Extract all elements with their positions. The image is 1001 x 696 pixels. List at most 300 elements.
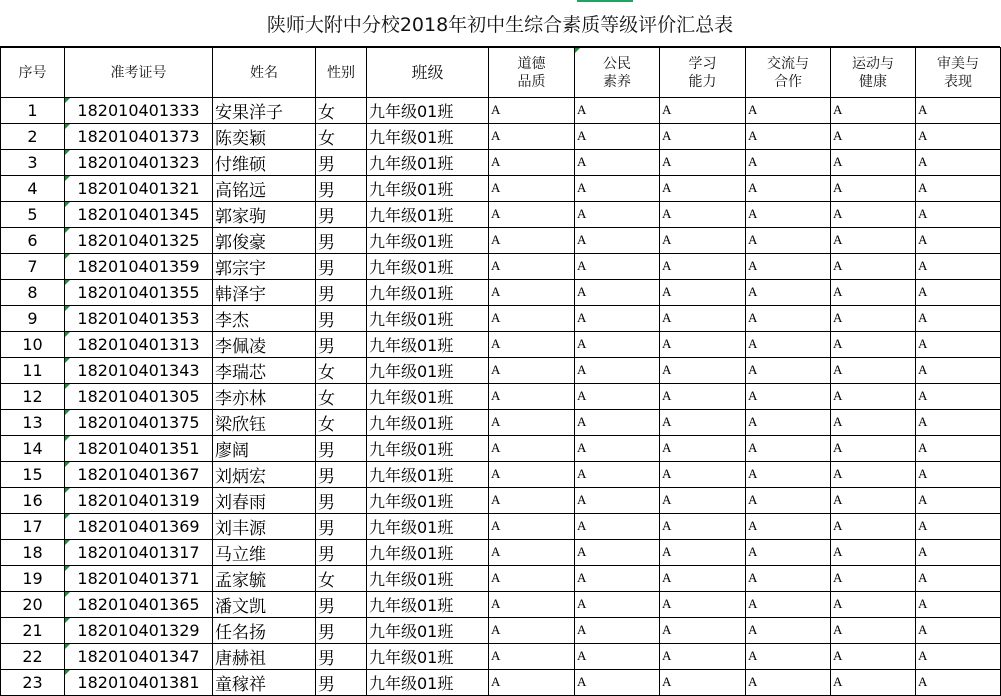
cell-grade[interactable] (831, 618, 916, 644)
header-comm-line2: 合作 (774, 73, 802, 90)
cell-class[interactable] (367, 176, 489, 202)
cell-grade[interactable] (916, 306, 1001, 332)
cell-exam-no[interactable] (65, 592, 213, 618)
cell-grade[interactable] (831, 358, 916, 384)
cell-sex[interactable] (316, 644, 367, 670)
cell-grade[interactable] (746, 384, 831, 410)
cell-sex[interactable] (316, 618, 367, 644)
cell-grade[interactable] (831, 566, 916, 592)
cell-exam-no[interactable] (65, 254, 213, 280)
cell-name[interactable] (213, 150, 316, 176)
cell-grade[interactable] (489, 436, 575, 462)
cell-name[interactable] (213, 462, 316, 488)
cell-exam-no[interactable] (65, 150, 213, 176)
cell-grade-text: A (577, 674, 587, 689)
cell-grade[interactable] (575, 488, 660, 514)
cell-name[interactable] (213, 540, 316, 566)
cell-name[interactable] (213, 410, 316, 436)
cell-exam-no[interactable] (65, 384, 213, 410)
cell-grade[interactable] (916, 514, 1001, 540)
cell-exam-no[interactable] (65, 176, 213, 202)
cell-seq[interactable] (1, 254, 65, 280)
cell-sex[interactable] (316, 98, 367, 124)
cell-seq[interactable] (1, 280, 65, 306)
cell-sex[interactable] (316, 228, 367, 254)
cell-exam-no[interactable] (65, 410, 213, 436)
cell-seq[interactable] (1, 384, 65, 410)
cell-grade[interactable] (831, 384, 916, 410)
cell-exam-no-text: 182010401347 (77, 647, 200, 666)
cell-grade[interactable] (831, 488, 916, 514)
cell-sex[interactable] (316, 488, 367, 514)
cell-grade[interactable] (746, 124, 831, 150)
cell-seq[interactable] (1, 410, 65, 436)
cell-grade[interactable] (489, 410, 575, 436)
cell-grade-text: A (662, 544, 672, 559)
cell-name[interactable] (213, 124, 316, 150)
cell-grade[interactable] (575, 514, 660, 540)
cell-grade[interactable] (916, 644, 1001, 670)
cell-exam-no[interactable] (65, 540, 213, 566)
grade-table (0, 47, 1001, 696)
cell-grade[interactable] (575, 124, 660, 150)
cell-sex[interactable] (316, 514, 367, 540)
cell-sex[interactable] (316, 540, 367, 566)
cell-grade-text: A (491, 258, 501, 273)
cell-grade-text: A (748, 362, 758, 377)
cell-grade[interactable] (916, 358, 1001, 384)
cell-grade[interactable] (831, 228, 916, 254)
cell-grade[interactable] (575, 462, 660, 488)
cell-exam-no[interactable] (65, 202, 213, 228)
cell-seq[interactable] (1, 436, 65, 462)
cell-grade[interactable] (575, 670, 660, 696)
cell-seq[interactable] (1, 592, 65, 618)
cell-grade[interactable] (575, 280, 660, 306)
cell-seq[interactable] (1, 514, 65, 540)
cell-exam-no-text: 182010401305 (77, 387, 200, 406)
cell-grade[interactable] (831, 306, 916, 332)
cell-name[interactable] (213, 332, 316, 358)
cell-seq[interactable] (1, 228, 65, 254)
cell-grade[interactable] (916, 176, 1001, 202)
cell-sex-text: 男 (318, 649, 335, 669)
cell-seq[interactable] (1, 124, 65, 150)
cell-grade[interactable] (916, 150, 1001, 176)
cell-seq[interactable] (1, 202, 65, 228)
cell-sex[interactable] (316, 436, 367, 462)
cell-exam-no[interactable] (65, 358, 213, 384)
cell-grade[interactable] (916, 540, 1001, 566)
cell-class[interactable] (367, 98, 489, 124)
cell-grade[interactable] (489, 124, 575, 150)
cell-sex[interactable] (316, 150, 367, 176)
cell-seq[interactable] (1, 358, 65, 384)
cell-grade[interactable] (660, 358, 746, 384)
cell-grade[interactable] (660, 670, 746, 696)
cell-grade-text: A (918, 492, 928, 507)
cell-class[interactable] (367, 358, 489, 384)
cell-grade[interactable] (916, 592, 1001, 618)
cell-name[interactable] (213, 384, 316, 410)
cell-grade[interactable] (660, 306, 746, 332)
cell-grade[interactable] (746, 514, 831, 540)
cell-class[interactable] (367, 618, 489, 644)
cell-grade[interactable] (746, 436, 831, 462)
cell-exam-no[interactable] (65, 670, 213, 696)
cell-exam-no[interactable] (65, 644, 213, 670)
cell-class[interactable] (367, 644, 489, 670)
cell-grade-text: A (491, 570, 501, 585)
cell-name[interactable] (213, 488, 316, 514)
cell-grade[interactable] (575, 618, 660, 644)
cell-grade[interactable] (831, 332, 916, 358)
cell-grade[interactable] (831, 150, 916, 176)
cell-sex[interactable] (316, 176, 367, 202)
cell-grade[interactable] (831, 540, 916, 566)
cell-note-marker (65, 618, 70, 623)
cell-exam-no[interactable] (65, 306, 213, 332)
cell-grade[interactable] (575, 176, 660, 202)
cell-grade[interactable] (916, 228, 1001, 254)
cell-grade[interactable] (489, 670, 575, 696)
cell-grade-text: A (833, 154, 843, 169)
cell-exam-no[interactable] (65, 436, 213, 462)
table-row (1, 644, 1001, 670)
cell-seq[interactable] (1, 670, 65, 696)
cell-grade[interactable] (660, 540, 746, 566)
cell-grade[interactable] (746, 670, 831, 696)
cell-exam-no[interactable] (65, 566, 213, 592)
cell-grade[interactable] (831, 176, 916, 202)
cell-grade[interactable] (660, 462, 746, 488)
cell-grade[interactable] (575, 332, 660, 358)
cell-grade[interactable] (489, 540, 575, 566)
cell-grade[interactable] (575, 98, 660, 124)
cell-grade-text: A (748, 596, 758, 611)
cell-name[interactable] (213, 202, 316, 228)
cell-grade[interactable] (489, 462, 575, 488)
cell-grade[interactable] (746, 306, 831, 332)
cell-seq[interactable] (1, 98, 65, 124)
cell-grade[interactable] (831, 514, 916, 540)
cell-grade[interactable] (575, 358, 660, 384)
cell-grade[interactable] (746, 540, 831, 566)
cell-note-marker (65, 436, 70, 441)
header-sport-line1: 运动与 (852, 55, 894, 72)
cell-grade[interactable] (489, 358, 575, 384)
cell-grade[interactable] (489, 592, 575, 618)
cell-name[interactable] (213, 592, 316, 618)
cell-name[interactable] (213, 514, 316, 540)
cell-sex[interactable] (316, 566, 367, 592)
cell-grade[interactable] (489, 566, 575, 592)
cell-class[interactable] (367, 202, 489, 228)
header-exam-no[interactable]: 准考证号 (65, 48, 213, 98)
cell-grade[interactable] (575, 202, 660, 228)
cell-grade[interactable] (831, 280, 916, 306)
cell-seq-text: 17 (22, 517, 43, 536)
cell-grade[interactable] (489, 176, 575, 202)
cell-grade[interactable] (575, 384, 660, 410)
cell-grade[interactable] (916, 462, 1001, 488)
cell-grade[interactable] (575, 566, 660, 592)
cell-name[interactable] (213, 306, 316, 332)
cell-class[interactable] (367, 436, 489, 462)
cell-grade[interactable] (831, 254, 916, 280)
cell-grade-text: A (748, 154, 758, 169)
cell-grade[interactable] (916, 332, 1001, 358)
cell-grade[interactable] (489, 202, 575, 228)
cell-grade-text: A (833, 336, 843, 351)
cell-grade[interactable] (489, 644, 575, 670)
cell-grade[interactable] (746, 254, 831, 280)
cell-grade[interactable] (916, 280, 1001, 306)
cell-grade[interactable] (489, 98, 575, 124)
cell-grade[interactable] (831, 670, 916, 696)
cell-grade[interactable] (746, 644, 831, 670)
cell-grade[interactable] (489, 280, 575, 306)
cell-seq[interactable] (1, 566, 65, 592)
cell-grade[interactable] (746, 566, 831, 592)
table-row (1, 514, 1001, 540)
cell-exam-no[interactable] (65, 228, 213, 254)
cell-grade[interactable] (831, 462, 916, 488)
cell-exam-no[interactable] (65, 124, 213, 150)
cell-grade[interactable] (575, 410, 660, 436)
cell-seq[interactable] (1, 150, 65, 176)
cell-seq-text: 2 (27, 127, 38, 146)
cell-grade[interactable] (575, 150, 660, 176)
cell-class[interactable] (367, 254, 489, 280)
header-class[interactable]: 班级 (367, 48, 489, 98)
cell-grade[interactable] (831, 644, 916, 670)
cell-seq[interactable] (1, 540, 65, 566)
cell-grade[interactable] (916, 124, 1001, 150)
cell-grade[interactable] (831, 410, 916, 436)
cell-seq[interactable] (1, 462, 65, 488)
cell-grade[interactable] (831, 124, 916, 150)
header-moral[interactable] (489, 48, 575, 98)
cell-exam-no[interactable] (65, 618, 213, 644)
cell-class[interactable] (367, 410, 489, 436)
cell-grade[interactable] (489, 306, 575, 332)
cell-sex[interactable] (316, 462, 367, 488)
cell-grade[interactable] (746, 462, 831, 488)
cell-grade[interactable] (746, 150, 831, 176)
cell-grade[interactable] (660, 410, 746, 436)
header-name[interactable]: 姓名 (213, 48, 316, 98)
cell-class-text: 九年级01班 (369, 362, 454, 381)
cell-exam-no[interactable] (65, 332, 213, 358)
cell-name[interactable] (213, 280, 316, 306)
cell-name[interactable] (213, 98, 316, 124)
cell-exam-no[interactable] (65, 488, 213, 514)
cell-grade[interactable] (660, 202, 746, 228)
cell-grade-text: A (918, 258, 928, 273)
cell-class[interactable] (367, 462, 489, 488)
cell-class[interactable] (367, 540, 489, 566)
cell-sex-text: 男 (318, 519, 335, 539)
cell-grade[interactable] (746, 202, 831, 228)
cell-grade[interactable] (489, 618, 575, 644)
cell-name[interactable] (213, 254, 316, 280)
cell-name[interactable] (213, 228, 316, 254)
cell-grade[interactable] (489, 514, 575, 540)
cell-name[interactable] (213, 176, 316, 202)
cell-grade[interactable] (746, 280, 831, 306)
table-row (1, 592, 1001, 618)
cell-grade-text: A (662, 336, 672, 351)
cell-grade[interactable] (660, 176, 746, 202)
cell-sex[interactable] (316, 332, 367, 358)
cell-class[interactable] (367, 592, 489, 618)
cell-seq[interactable] (1, 644, 65, 670)
cell-grade[interactable] (916, 566, 1001, 592)
cell-grade[interactable] (916, 98, 1001, 124)
header-sex[interactable]: 性别 (316, 48, 367, 98)
cell-seq-text: 6 (27, 231, 38, 250)
cell-name[interactable] (213, 618, 316, 644)
cell-sex[interactable] (316, 592, 367, 618)
cell-grade[interactable] (575, 228, 660, 254)
cell-grade-text: A (918, 310, 928, 325)
cell-grade[interactable] (831, 202, 916, 228)
cell-grade[interactable] (746, 358, 831, 384)
cell-class[interactable] (367, 488, 489, 514)
cell-grade[interactable] (746, 488, 831, 514)
cell-grade-text: A (577, 414, 587, 429)
cell-exam-no[interactable] (65, 280, 213, 306)
cell-name[interactable] (213, 358, 316, 384)
cell-seq[interactable] (1, 332, 65, 358)
cell-sex[interactable] (316, 254, 367, 280)
cell-grade[interactable] (916, 618, 1001, 644)
cell-grade[interactable] (660, 644, 746, 670)
header-sport[interactable] (831, 48, 916, 98)
cell-grade[interactable] (660, 98, 746, 124)
cell-grade[interactable] (660, 228, 746, 254)
cell-exam-no[interactable] (65, 462, 213, 488)
cell-class[interactable] (367, 306, 489, 332)
cell-grade[interactable] (746, 618, 831, 644)
cell-grade[interactable] (916, 202, 1001, 228)
cell-class[interactable] (367, 384, 489, 410)
cell-grade[interactable] (916, 384, 1001, 410)
cell-class[interactable] (367, 514, 489, 540)
cell-grade[interactable] (660, 592, 746, 618)
cell-grade[interactable] (660, 488, 746, 514)
cell-grade[interactable] (916, 488, 1001, 514)
cell-grade[interactable] (660, 332, 746, 358)
cell-grade[interactable] (746, 592, 831, 618)
cell-grade[interactable] (575, 254, 660, 280)
cell-grade[interactable] (831, 592, 916, 618)
cell-grade[interactable] (916, 670, 1001, 696)
cell-grade[interactable] (746, 410, 831, 436)
cell-class[interactable] (367, 280, 489, 306)
cell-class[interactable] (367, 124, 489, 150)
cell-grade[interactable] (746, 228, 831, 254)
cell-grade[interactable] (660, 514, 746, 540)
cell-grade[interactable] (746, 98, 831, 124)
header-aes[interactable] (916, 48, 1001, 98)
cell-seq[interactable] (1, 618, 65, 644)
header-comm[interactable] (746, 48, 831, 98)
cell-sex[interactable] (316, 410, 367, 436)
cell-name[interactable] (213, 670, 316, 696)
cell-class[interactable] (367, 228, 489, 254)
cell-sex[interactable] (316, 124, 367, 150)
cell-grade[interactable] (660, 384, 746, 410)
cell-sex[interactable] (316, 384, 367, 410)
cell-class[interactable] (367, 150, 489, 176)
cell-grade-text: A (918, 206, 928, 221)
cell-grade[interactable] (660, 254, 746, 280)
cell-class[interactable] (367, 566, 489, 592)
cell-grade[interactable] (660, 280, 746, 306)
cell-grade[interactable] (831, 98, 916, 124)
cell-grade[interactable] (916, 410, 1001, 436)
cell-grade[interactable] (746, 332, 831, 358)
cell-grade[interactable] (660, 436, 746, 462)
cell-class[interactable] (367, 670, 489, 696)
cell-exam-no-text: 182010401319 (77, 491, 200, 510)
cell-grade-text: A (662, 570, 672, 585)
cell-grade[interactable] (575, 306, 660, 332)
cell-grade[interactable] (489, 254, 575, 280)
cell-seq[interactable] (1, 488, 65, 514)
cell-grade[interactable] (660, 618, 746, 644)
cell-sex[interactable] (316, 280, 367, 306)
cell-exam-no[interactable] (65, 514, 213, 540)
cell-grade[interactable] (575, 644, 660, 670)
header-seq[interactable]: 序号 (1, 48, 65, 98)
cell-grade[interactable] (660, 150, 746, 176)
cell-name[interactable] (213, 566, 316, 592)
cell-grade[interactable] (916, 254, 1001, 280)
cell-seq[interactable] (1, 176, 65, 202)
cell-grade[interactable] (746, 176, 831, 202)
cell-grade[interactable] (489, 150, 575, 176)
cell-name[interactable] (213, 436, 316, 462)
cell-name[interactable] (213, 644, 316, 670)
cell-grade[interactable] (489, 332, 575, 358)
cell-seq[interactable] (1, 306, 65, 332)
cell-grade[interactable] (660, 566, 746, 592)
header-study[interactable] (660, 48, 746, 98)
cell-grade[interactable] (831, 436, 916, 462)
cell-grade-text: A (577, 440, 587, 455)
cell-class[interactable] (367, 332, 489, 358)
cell-grade[interactable] (489, 488, 575, 514)
cell-sex[interactable] (316, 306, 367, 332)
cell-sex[interactable] (316, 202, 367, 228)
cell-sex[interactable] (316, 670, 367, 696)
cell-grade-text: A (833, 232, 843, 247)
cell-sex[interactable] (316, 358, 367, 384)
cell-grade[interactable] (575, 540, 660, 566)
cell-grade[interactable] (575, 436, 660, 462)
cell-grade[interactable] (489, 228, 575, 254)
cell-grade[interactable] (489, 384, 575, 410)
cell-grade[interactable] (575, 592, 660, 618)
cell-grade[interactable] (916, 436, 1001, 462)
cell-grade[interactable] (660, 124, 746, 150)
cell-exam-no[interactable] (65, 98, 213, 124)
cell-grade-text: A (491, 128, 501, 143)
header-civic[interactable] (575, 48, 660, 98)
